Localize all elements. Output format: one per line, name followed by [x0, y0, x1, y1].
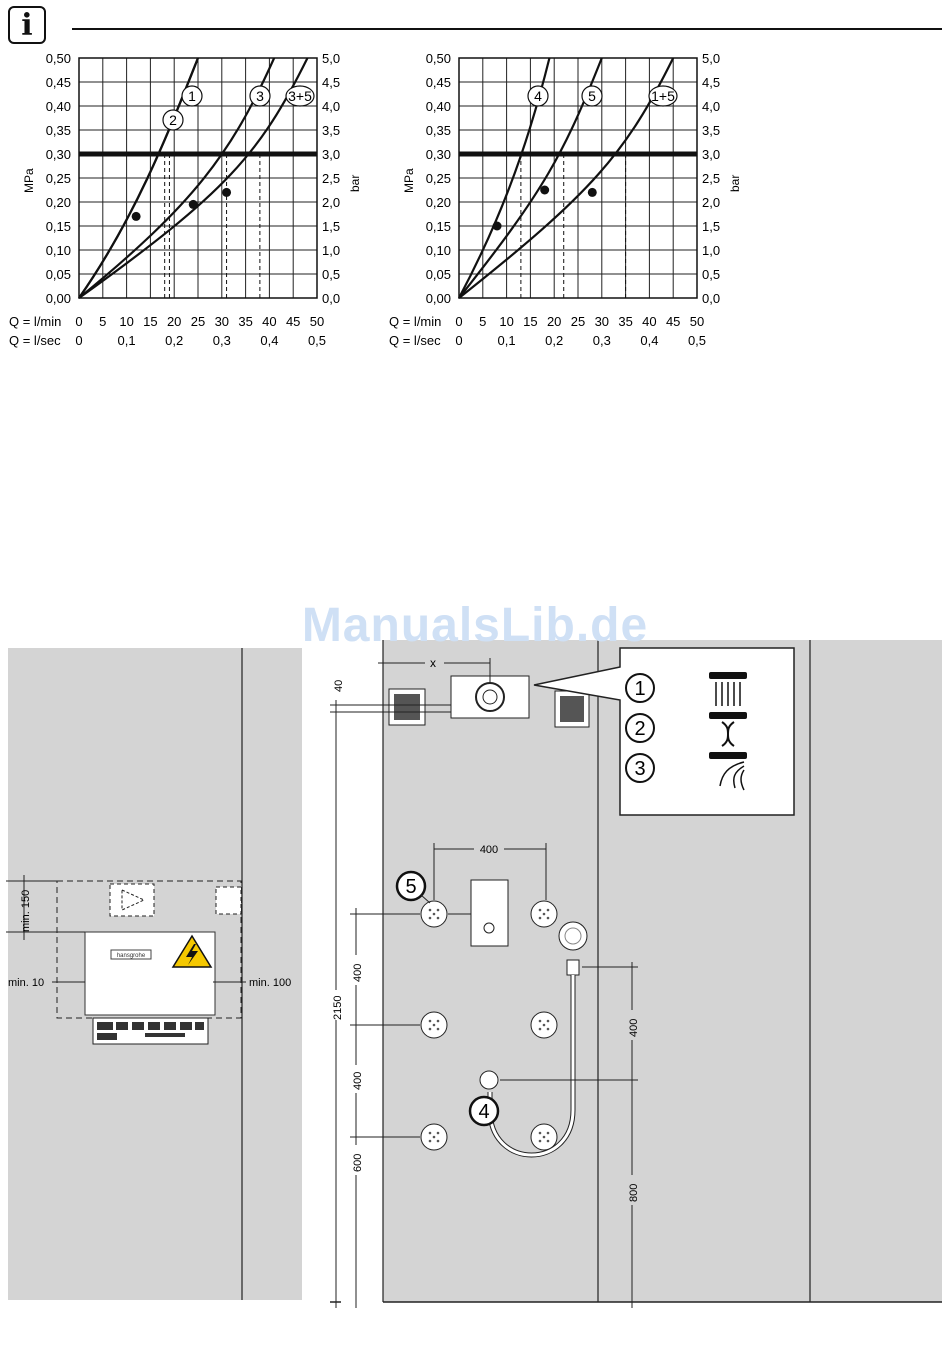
- y-left-tick: 0,45: [425, 75, 451, 90]
- series-label-3: 3: [256, 88, 264, 104]
- y-right-tick: 3,5: [702, 123, 721, 138]
- y-right-tick: 3,0: [702, 147, 721, 162]
- dim-400-v1: 400: [352, 963, 364, 982]
- y-left-tick: 0,05: [425, 267, 451, 282]
- y-right-tick: 4,5: [322, 75, 341, 90]
- y-right-tick: 1,0: [702, 243, 721, 258]
- y-right-tick: 1,0: [322, 243, 341, 258]
- x-row1-tick: 15: [143, 314, 158, 329]
- dim-400-right: 400: [628, 1018, 640, 1037]
- y-left-tick: 0,50: [425, 51, 451, 66]
- x-row1-tick: 0: [455, 314, 463, 329]
- y-right-tick: 3,0: [322, 147, 341, 162]
- y-left-tick: 0,20: [45, 195, 71, 210]
- connector-strip: [93, 1018, 208, 1044]
- y-right-tick: 4,0: [322, 99, 341, 114]
- data-point-0: [493, 222, 502, 231]
- y-right-tick: 1,5: [702, 219, 721, 234]
- info-icon: i: [8, 6, 46, 44]
- x-row1-tick: 50: [309, 314, 325, 329]
- svg-text:1: 1: [634, 678, 646, 700]
- y-right-label: bar: [728, 174, 742, 192]
- x-row1-tick: 20: [166, 314, 182, 329]
- series-label-1: 1: [188, 88, 196, 104]
- y-left-tick: 0,15: [425, 219, 451, 234]
- svg-text:3: 3: [634, 758, 646, 780]
- svg-text:4: 4: [478, 1101, 490, 1123]
- junction-outline: [216, 887, 241, 914]
- data-point-1: [540, 186, 549, 195]
- series-label-2: 2: [169, 112, 177, 128]
- x-row2-tick: 0,2: [165, 333, 184, 348]
- x-row1-tick: 20: [546, 314, 562, 329]
- pressure-flow-chart-right: [389, 51, 742, 348]
- x-row1-tick: 35: [238, 314, 253, 329]
- x-row1-label: Q = l/min: [389, 314, 442, 329]
- x-row1-tick: 30: [214, 314, 230, 329]
- y-right-tick: 2,0: [702, 195, 721, 210]
- dim-min-10: min. 10: [8, 977, 45, 989]
- dim-min-150: min. 150: [20, 889, 32, 932]
- x-row1-tick: 25: [570, 314, 586, 329]
- x-row1-tick: 10: [499, 314, 514, 329]
- y-right-tick: 2,0: [322, 195, 341, 210]
- x-row2-tick: 0,5: [307, 333, 327, 348]
- y-left-tick: 0,20: [425, 195, 451, 210]
- x-row2-tick: 0,1: [117, 333, 136, 348]
- y-left-tick: 0,45: [45, 75, 71, 90]
- hose-outlet: [480, 1071, 498, 1089]
- socket-outline: [110, 884, 154, 916]
- x-row1-tick: 30: [594, 314, 610, 329]
- y-left-tick: 0,00: [45, 291, 71, 306]
- y-left-tick: 0,25: [45, 171, 71, 186]
- svg-text:5: 5: [405, 876, 417, 898]
- dim-min-100: min. 100: [249, 977, 292, 989]
- floor-strip: [341, 700, 383, 1308]
- y-left-tick: 0,50: [45, 51, 71, 66]
- y-right-tick: 4,5: [702, 75, 721, 90]
- x-row2-tick: 0: [75, 333, 83, 348]
- x-row1-tick: 45: [665, 314, 681, 329]
- x-row2-tick: 0,1: [497, 333, 516, 348]
- y-right-tick: 2,5: [702, 171, 721, 186]
- y-left-tick: 0,35: [45, 123, 71, 138]
- series-label-1+5: 1+5: [651, 88, 675, 104]
- shower-holder: [567, 960, 579, 975]
- x-row1-tick: 5: [479, 314, 487, 329]
- x-row1-tick: 0: [75, 314, 83, 329]
- x-row1-label: Q = l/min: [9, 314, 62, 329]
- dim-800: 800: [628, 1183, 640, 1202]
- x-row2-tick: 0,3: [592, 333, 611, 348]
- x-row2-label: Q = l/sec: [9, 333, 61, 348]
- hand-shower-head: [559, 922, 587, 950]
- y-right-tick: 0,0: [322, 291, 341, 306]
- x-row2-tick: 0,5: [687, 333, 707, 348]
- data-point-2: [588, 188, 597, 197]
- x-row2-tick: 0,3: [212, 333, 231, 348]
- dim-600: 600: [352, 1153, 364, 1172]
- y-right-tick: 4,0: [702, 99, 721, 114]
- y-right-tick: 0,5: [322, 267, 341, 282]
- y-left-tick: 0,00: [425, 291, 451, 306]
- dim-2150: 2150: [332, 995, 344, 1020]
- x-row2-tick: 0: [455, 333, 463, 348]
- x-row2-tick: 0,2: [545, 333, 564, 348]
- dim-400-v2: 400: [352, 1071, 364, 1090]
- y-left-label: MPa: [22, 168, 36, 193]
- data-point-0: [132, 212, 141, 221]
- x-row1-tick: 10: [119, 314, 134, 329]
- y-left-label: MPa: [402, 168, 416, 193]
- x-row1-tick: 40: [642, 314, 657, 329]
- svg-text:2: 2: [634, 718, 646, 740]
- series-label-5: 5: [588, 88, 596, 104]
- x-row1-tick: 45: [285, 314, 301, 329]
- x-row1-tick: 35: [618, 314, 633, 329]
- control-unit-brand: hansgrohe: [116, 953, 146, 959]
- y-right-tick: 5,0: [322, 51, 341, 66]
- nozzle-grid-left: [394, 694, 420, 720]
- y-left-tick: 0,10: [425, 243, 451, 258]
- control-panel: [471, 880, 508, 946]
- installation-left: [6, 648, 302, 1300]
- y-right-tick: 0,5: [702, 267, 721, 282]
- x-row2-tick: 0,4: [260, 333, 279, 348]
- dim-400-horizontal: 400: [479, 844, 499, 856]
- y-left-tick: 0,30: [425, 147, 451, 162]
- y-left-tick: 0,35: [425, 123, 451, 138]
- y-left-tick: 0,05: [45, 267, 71, 282]
- x-row1-tick: 40: [262, 314, 277, 329]
- y-left-tick: 0,25: [425, 171, 451, 186]
- watermark: ManualsLib.de: [301, 599, 649, 652]
- y-right-tick: 1,5: [322, 219, 341, 234]
- y-left-tick: 0,40: [45, 99, 71, 114]
- y-right-tick: 5,0: [702, 51, 721, 66]
- data-point-2: [222, 188, 231, 197]
- x-row1-tick: 15: [523, 314, 538, 329]
- x-row2-tick: 0,4: [640, 333, 659, 348]
- x-row1-tick: 5: [99, 314, 107, 329]
- data-point-1: [189, 200, 198, 209]
- y-right-tick: 2,5: [322, 171, 341, 186]
- pressure-flow-chart-left: [9, 51, 362, 348]
- dim-40: 40: [333, 679, 345, 692]
- dim-x: x: [430, 656, 436, 670]
- x-row1-tick: 50: [689, 314, 705, 329]
- y-left-tick: 0,15: [45, 219, 71, 234]
- x-row1-tick: 25: [190, 314, 206, 329]
- y-left-tick: 0,30: [45, 147, 71, 162]
- y-left-tick: 0,40: [425, 99, 451, 114]
- series-label-3+5: 3+5: [288, 88, 312, 104]
- y-left-tick: 0,10: [45, 243, 71, 258]
- y-right-tick: 0,0: [702, 291, 721, 306]
- nozzle-grid-right: [560, 696, 584, 722]
- installation-right: [330, 640, 942, 1308]
- y-right-label: bar: [348, 174, 362, 192]
- y-right-tick: 3,5: [322, 123, 341, 138]
- series-label-4: 4: [534, 88, 542, 104]
- x-row2-label: Q = l/sec: [389, 333, 441, 348]
